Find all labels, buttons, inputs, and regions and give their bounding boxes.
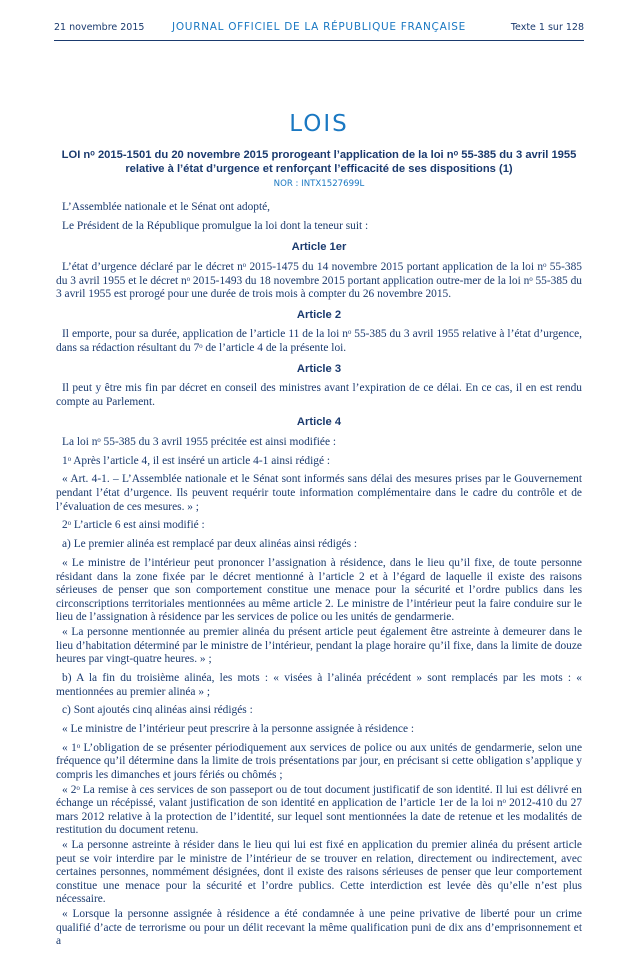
page-indicator: Texte 1 sur 128 (510, 22, 584, 33)
nor-reference: NOR : INTX1527699L (273, 179, 365, 189)
journal-name: JOURNAL OFFICIEL DE LA RÉPUBLIQUE FRANÇAISE (172, 21, 466, 33)
article-4-point-2b: b) A la fin du troisième alinéa, les mots : « visées à l’alinéa précédent » sont remplacés par les mots : « mentionnées au premier alinéa » ; (56, 671, 582, 698)
article-4-point-2: 2ᵒ L’article 6 est ainsi modifié : (62, 519, 205, 532)
article-4-1-text: « Art. 4-1. – L’Assemblée nationale et le Sénat sont informés sans délai des mesures prises par le Gouvernement pendant l’état d’urgence. Ils peuvent requérir toute information complémentaire dans le cadre du contrôle et de l’évaluation de ces mesures. » ; (56, 473, 582, 513)
article-3-text: Il peut y être mis fin par décret en conseil des ministres avant l’expiration de ce délai. En ce cas, il en est rendu compte au Parlement. (56, 382, 582, 408)
article-4-point-1: 1ᵒ Après l’article 4, il est inséré un article 4-1 ainsi rédigé : (62, 454, 331, 467)
section-title: LOIS (289, 111, 349, 137)
header-date: 21 novembre 2015 (54, 22, 145, 33)
article-2-text: Il emporte, pour sa durée, application de l’article 11 de la loi nᵒ 55-385 du 3 avril 1955 relative à l’état d’urgence, dans sa rédaction résultant du 7ᵒ de l’article 4 de la présente loi. (56, 328, 582, 354)
quoted-paragraph: « Lorsque la personne assignée à résidence a été condamnée à une peine privative de liberté pour un crime qualifié d’acte de terrorisme ou pour un délit recevant la même qualification puni de dix ans d’emprisonnement et a (56, 908, 582, 948)
article-4-heading: Article 4 (296, 416, 342, 429)
quoted-paragraph: « Le ministre de l’intérieur peut prescrire à la personne assignée à résidence : (62, 723, 415, 736)
article-2-heading: Article 2 (296, 308, 342, 321)
law-body (56, 201, 582, 954)
article-4-point-2a: a) Le premier alinéa est remplacé par deux alinéas ainsi rédigés : (62, 538, 358, 551)
article-1-text: L’état d’urgence déclaré par le décret nᵒ 2015-1475 du 14 novembre 2015 portant application de la loi nᵒ 55-385 du 3 avril 1955 et le décret nᵒ 2015-1493 du 18 novembre 2015 portant application outre-mer de la loi nᵒ 55-385 du 3 avril 1955 est prorogé pour une durée de trois mois à compter du 26 novembre 2015. (56, 260, 582, 301)
article-3-heading: Article 3 (296, 362, 342, 375)
quoted-paragraph: « 2ᵒ La remise à ces services de son passeport ou de tout document justificatif de son identité. Il lui est délivré en échange un récépissé, valant justification de son identité en application de l’article 1er de la loi nᵒ 2012-410 du 27 mars 2012 relative à la protection de l’identité, sur lequel sont mentionnées la date de retenue et les modalités de restitution du document retenu. (56, 783, 582, 837)
quoted-paragraph: « Le ministre de l’intérieur peut prononcer l’assignation à résidence, dans le lieu qu’il fixe, de toute personne résidant dans la zone fixée par le décret mentionné à l’article 2 et à l’égard de laquelle il existe des raisons sérieuses de penser que son comportement constitue une menace pour la sécurité et l’ordre publics dans les circonscriptions territoriales mentionnées au même article 2. Le ministre de l’intérieur peut la faire conduire sur le lieu de l’assignation à résidence par les services de police ou les unités de gendarmerie. (56, 557, 582, 624)
quoted-paragraph: « La personne astreinte à résider dans le lieu qui lui est fixé en application du premier alinéa du présent article peut se voir interdire par le ministre de l’intérieur de se trouver en relation, directement ou indirectement, avec certaines personnes, nommément désignées, dont il existe des raisons sérieuses de penser que leur comportement constitue une menace pour la sécurité et l’ordre publics. Cette interdiction est levée dès qu’elle n’est plus nécessaire. (56, 839, 582, 906)
article-1-heading: Article 1er (291, 241, 347, 254)
article-4-point-2c: c) Sont ajoutés cinq alinéas ainsi rédigés : (62, 704, 253, 717)
header-rule (54, 40, 584, 41)
quoted-paragraph: « La personne mentionnée au premier alinéa du présent article peut également être astreinte à demeurer dans le lieu d’habitation déterminé par le ministre de l’intérieur, pendant la plage horaire qu’il fixe, dans la limite de douze heures par vingt-quatre heures. » ; (56, 625, 582, 666)
preamble-promulgation: Le Président de la République promulgue la loi dont la teneur suit : (62, 219, 369, 232)
preamble-adopted: L’Assemblée nationale et le Sénat ont adopté, (62, 201, 271, 213)
article-4-intro: La loi nᵒ 55-385 du 3 avril 1955 précitée est ainsi modifiée : (62, 435, 337, 448)
law-title: LOI nᵒ 2015-1501 du 20 novembre 2015 prorogeant l’application de la loi nᵒ 55-385 du 3 avril 1955 relative à l’état d’urgence et renforçant l’efficacité de ses dispositions (1) (61, 149, 577, 175)
quoted-paragraph: « 1ᵒ L’obligation de se présenter périodiquement aux services de police ou aux unités de gendarmerie, selon une fréquence qu’il détermine dans la limite de trois présentations par jour, en précisant si cette obligation s’applique y compris les dimanches et jours fériés ou chômés ; (56, 741, 582, 782)
page-header (54, 18, 584, 44)
